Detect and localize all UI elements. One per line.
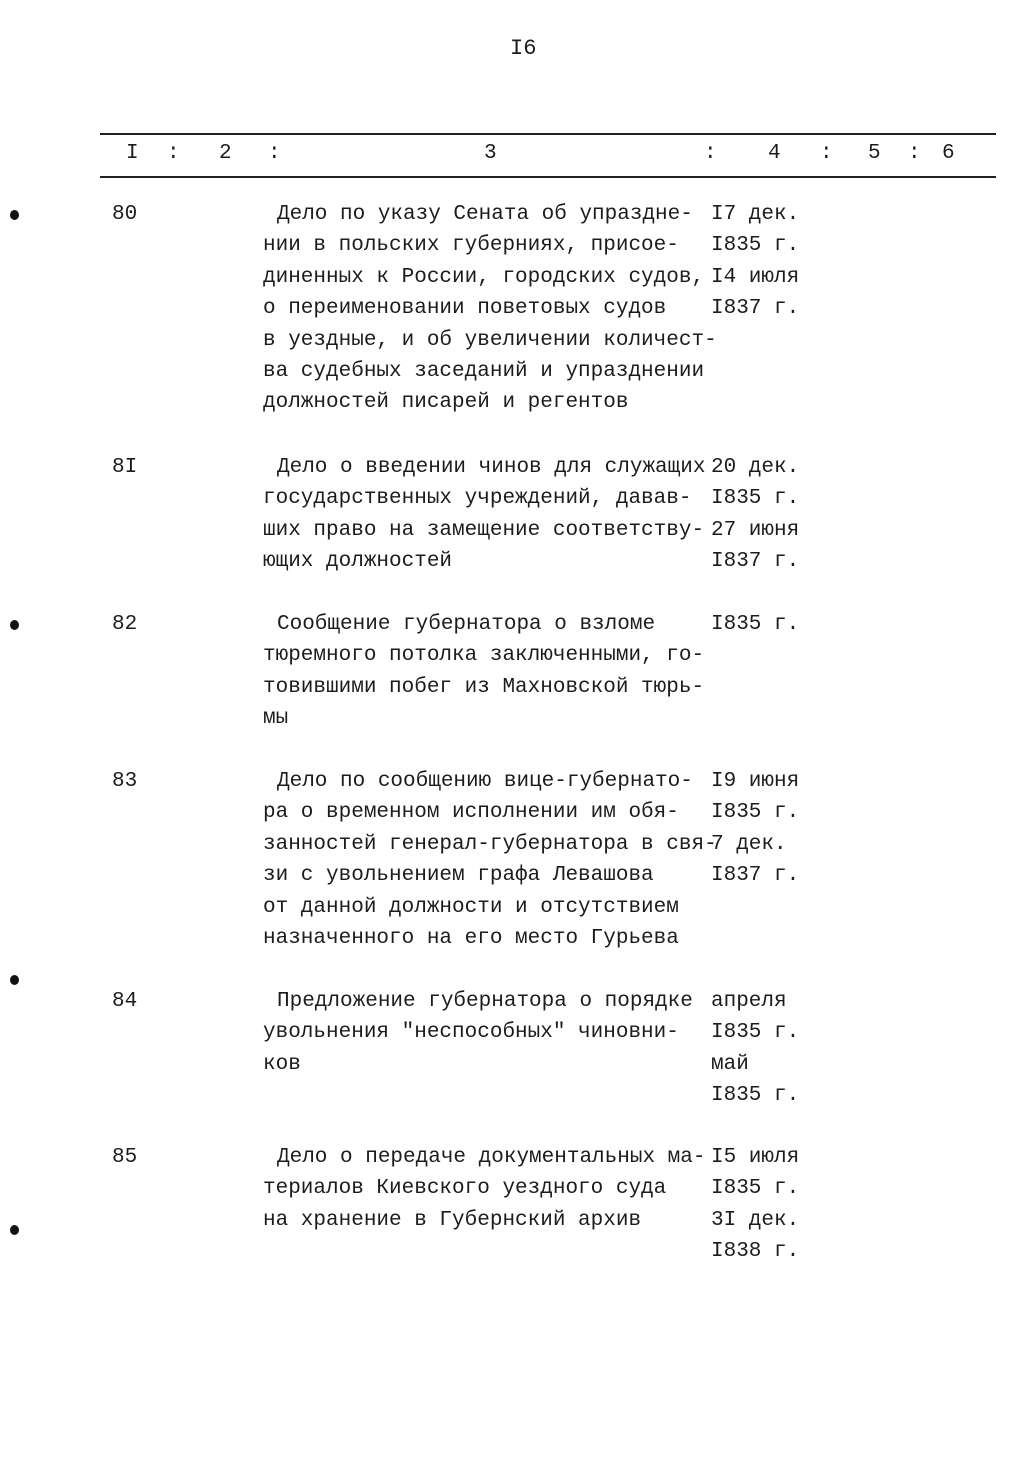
- date-line: I5 июля: [711, 1146, 800, 1169]
- col-header-6: 6: [942, 142, 955, 165]
- entry-dates: [711, 199, 799, 325]
- date-line: I835 г.: [711, 1084, 800, 1108]
- date-line: I837 г.: [711, 864, 800, 888]
- date-line: I837 г.: [711, 550, 800, 574]
- date-line: I4 июля: [711, 265, 800, 289]
- date-line: I835 г.: [711, 234, 800, 258]
- date-line: I835 г.: [711, 613, 800, 636]
- description-line: Дело по указу Сената об упраздне-: [277, 203, 693, 226]
- entry-dates: [711, 609, 799, 640]
- description-line: Предложение губернатора о порядке: [277, 990, 693, 1013]
- entry-number: 80: [112, 203, 138, 226]
- date-line: I835 г.: [711, 1021, 800, 1045]
- date-line: 27 июня: [711, 518, 800, 542]
- entry-number: 84: [112, 990, 138, 1013]
- entry-dates: [711, 1142, 799, 1268]
- description-line: товившими побег из Махновской тюрь-: [263, 675, 705, 699]
- entry-number: 82: [112, 613, 138, 636]
- date-line: 3I дек.: [711, 1208, 800, 1232]
- description-line: от данной должности и отсутствием: [263, 895, 679, 919]
- binder-hole-mark: [10, 975, 19, 985]
- description-line: государственных учреждений, давав-: [263, 487, 692, 511]
- date-line: I7 дек.: [711, 203, 800, 226]
- description-line: нии в польских губерниях, присое-: [263, 234, 679, 258]
- description-line: диненных к России, городских судов,: [263, 265, 705, 289]
- entry-description: [263, 199, 717, 419]
- page-number: I6: [510, 36, 537, 61]
- entry-description: [263, 609, 704, 735]
- entry-number: 83: [112, 770, 138, 793]
- col-header-2: 2: [219, 142, 232, 165]
- date-line: 7 дек.: [711, 832, 787, 856]
- col-header-3: 3: [484, 142, 497, 165]
- col-header-1: I: [126, 142, 139, 165]
- description-line: тюремного потолка заключенными, го-: [263, 644, 705, 668]
- date-line: I838 г.: [711, 1240, 800, 1264]
- col-separator: :: [268, 142, 281, 165]
- description-line: занностей генерал-губернатора в свя-: [263, 832, 717, 856]
- date-line: апреля: [711, 990, 787, 1013]
- date-line: май: [711, 1052, 749, 1076]
- description-line: на хранение в Губернский архив: [263, 1208, 642, 1232]
- description-line: зи с увольнением графа Левашова: [263, 864, 654, 888]
- col-separator: :: [908, 142, 921, 165]
- binder-hole-mark: [10, 620, 19, 630]
- description-line: ющих должностей: [263, 550, 453, 574]
- date-line: 20 дек.: [711, 456, 800, 479]
- entry-description: [263, 766, 717, 954]
- description-line: териалов Киевского уездного суда: [263, 1177, 667, 1201]
- date-line: I835 г.: [711, 487, 800, 511]
- description-line: ра о временном исполнении им обя-: [263, 801, 679, 825]
- description-line: ков: [263, 1052, 301, 1076]
- description-line: Дело о введении чинов для служащих: [277, 456, 706, 479]
- entry-description: [263, 986, 693, 1080]
- date-line: I835 г.: [711, 801, 800, 825]
- date-line: I835 г.: [711, 1177, 800, 1201]
- col-header-4: 4: [768, 142, 781, 165]
- date-line: I9 июня: [711, 770, 800, 793]
- header-top-rule: [100, 133, 996, 135]
- entry-number: 8I: [112, 456, 138, 479]
- entry-dates: [711, 986, 799, 1112]
- col-separator: :: [820, 142, 833, 165]
- description-line: Сообщение губернатора о взломе: [277, 613, 656, 636]
- binder-hole-mark: [10, 210, 19, 220]
- description-line: ших право на замещение соответству-: [263, 518, 705, 542]
- col-separator: :: [704, 142, 717, 165]
- entry-dates: [711, 452, 799, 578]
- header-bottom-rule: [100, 176, 996, 178]
- description-line: Дело по сообщению вице-губернато-: [277, 770, 693, 793]
- description-line: ва судебных заседаний и упразднении: [263, 360, 705, 384]
- entry-dates: [711, 766, 799, 892]
- entry-number: 85: [112, 1146, 138, 1169]
- date-line: I837 г.: [711, 297, 800, 321]
- description-line: о переименовании поветовых судов: [263, 297, 667, 321]
- col-separator: :: [167, 142, 180, 165]
- description-line: увольнения "неспособных" чиновни-: [263, 1021, 679, 1045]
- col-header-5: 5: [868, 142, 881, 165]
- entry-description: [263, 1142, 705, 1236]
- description-line: Дело о передаче документальных ма-: [277, 1146, 706, 1169]
- binder-hole-mark: [10, 1225, 19, 1235]
- entry-description: [263, 452, 705, 578]
- description-line: мы: [263, 707, 289, 731]
- description-line: назначенного на его место Гурьева: [263, 927, 679, 951]
- description-line: должностей писарей и регентов: [263, 391, 629, 415]
- description-line: в уездные, и об увеличении количест-: [263, 328, 717, 352]
